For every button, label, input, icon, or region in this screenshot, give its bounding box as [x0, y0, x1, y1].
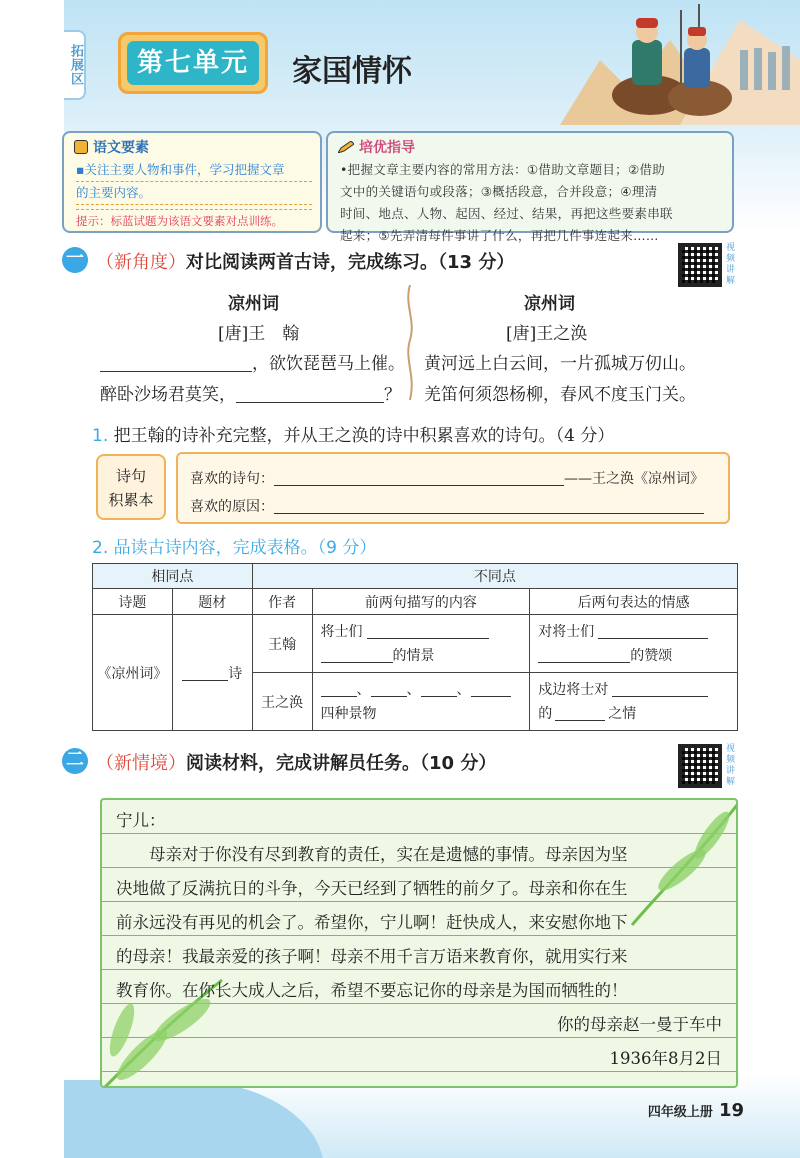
accumulation-box	[176, 452, 730, 524]
unit-badge-text: 第七单元	[127, 41, 259, 85]
grade-label: 四年级上册	[647, 1105, 713, 1120]
answer-blank[interactable]	[100, 371, 252, 372]
answer-blank[interactable]	[612, 696, 708, 697]
answer-blank[interactable]	[555, 720, 605, 721]
poem-left-line2	[100, 380, 401, 405]
emotion-wanghan-b: 的赞颂	[630, 647, 673, 664]
cell-author-wanghan: 王翰	[252, 615, 312, 673]
question-two-title	[96, 749, 496, 775]
letter-line: 的母亲！我最亲爱的孩子啊！母亲不用千言万语来教育你，就用实行来	[116, 947, 628, 966]
language-element-heading	[74, 137, 149, 157]
notebook-icon	[74, 140, 88, 154]
content-wanghan-a: 将士们	[320, 623, 363, 640]
language-element-text	[76, 159, 312, 232]
language-element-line2: 的主要内容。	[76, 182, 312, 205]
header-subject: 题材	[172, 589, 252, 615]
page-number: 19	[718, 1100, 744, 1121]
poem-right-title: 凉州词	[524, 294, 575, 314]
letter-line: 母亲对于你没有尽到教育的责任，实在是遗憾的事情。母亲因为坚	[116, 845, 628, 864]
favorite-line-source: ——王之涣《凉州词》	[564, 471, 704, 487]
poem-left-line1-text: ，欲饮琵琶马上催。	[252, 354, 405, 374]
poem-left-author: [唐]王 翰	[218, 324, 300, 344]
poem-right-author: [唐]王之涣	[506, 324, 588, 344]
poem-left-title: 凉州词	[228, 294, 279, 314]
cell-emotion-wanghan	[530, 615, 738, 673]
content-wangzhihuan-b: 四种景物	[320, 705, 377, 722]
emotion-wangzhihuan-c: 之情	[608, 705, 637, 722]
question-one-text: 对比阅读两首古诗，完成练习。（13 分）	[186, 252, 515, 273]
emotion-wanghan-a: 对将士们	[538, 623, 595, 640]
poem-left-line1	[100, 349, 405, 374]
answer-blank[interactable]	[471, 696, 511, 697]
question-two-icon: 二	[62, 748, 88, 774]
warrior-illustration	[560, 0, 800, 125]
qr-label: 视频讲解	[726, 744, 736, 787]
subject-suffix: 诗	[228, 665, 243, 682]
language-element-line1: ▪关注主要人物和事件，学习把握文章	[76, 159, 312, 182]
unit-badge	[118, 32, 268, 94]
cell-emotion-wangzhihuan	[530, 673, 738, 731]
emotion-wangzhihuan-b: 的	[538, 705, 553, 722]
header-different: 不同点	[252, 564, 737, 589]
guidance-line: 起来；⑤先弄清每件事讲了什么，再把几件事连起来……	[340, 228, 659, 243]
answer-blank[interactable]	[598, 638, 708, 639]
qr-label: 视频讲解	[726, 243, 736, 286]
answer-blank[interactable]	[421, 696, 457, 697]
letter-signature: 你的母亲赵一曼于车中	[557, 1015, 722, 1034]
poem-right-line2: 羌笛何须怨杨柳，春风不度玉门关。	[424, 385, 696, 405]
question-one-title	[96, 248, 514, 274]
letter-material	[100, 798, 738, 1088]
answer-blank[interactable]	[236, 402, 384, 403]
answer-blank[interactable]	[367, 638, 489, 639]
qr-code[interactable]	[678, 744, 722, 788]
favorite-reason-row	[190, 496, 704, 516]
question-one-tag: （新角度）	[96, 252, 186, 273]
language-element-box	[62, 131, 322, 233]
poem-left-line2-text: 醉卧沙场君莫笑，	[100, 385, 236, 405]
separator: 、	[406, 681, 421, 698]
sub-question-2: 2. 品读古诗内容，完成表格。（9 分）	[92, 538, 377, 558]
answer-blank[interactable]	[538, 662, 630, 663]
poem-left-line2-end: ？	[384, 385, 401, 405]
answer-blank[interactable]	[321, 662, 393, 663]
header-same: 相同点	[93, 564, 253, 589]
question-two-text: 阅读材料，完成讲解员任务。（10 分）	[186, 753, 497, 774]
favorite-line-label: 喜欢的诗句：	[190, 471, 274, 487]
guidance-text	[340, 159, 724, 247]
letter-date: 1936年8月2日	[609, 1049, 722, 1068]
letter-line: 前永远没有再见的机会了。希望你，宁儿啊！赶快成人，来安慰你地下	[116, 913, 628, 932]
header-emotion: 后两句表达的情感	[530, 589, 738, 615]
side-tab: 拓展区	[64, 30, 86, 100]
guidance-title: 培优指导	[359, 140, 415, 156]
poem-right-line1: 黄河远上白云间，一片孤城万仞山。	[424, 354, 696, 374]
page-footer	[648, 1100, 744, 1121]
cell-poem-title: 《凉州词》	[93, 615, 173, 731]
sub-question-1-text: 把王翰的诗补充完整，并从王之涣的诗中积累喜欢的诗句。（4 分）	[113, 426, 615, 446]
subject-blank[interactable]	[182, 680, 228, 681]
accumulation-label	[96, 454, 166, 520]
separator: 、	[456, 681, 471, 698]
letter-line: 教育你。在你长大成人之后，希望不要忘记你的母亲是为国而牺牲的！	[116, 981, 628, 1000]
favorite-line-blank[interactable]	[274, 485, 564, 486]
question-one-icon: 一	[62, 247, 88, 273]
favorite-reason-blank[interactable]	[274, 513, 704, 514]
sub-question-1	[92, 421, 614, 446]
question-two-tag: （新情境）	[96, 753, 186, 774]
pencil-icon	[338, 141, 354, 153]
guidance-box	[326, 131, 734, 243]
letter-salutation: 宁儿：	[116, 811, 166, 830]
comparison-table	[92, 563, 738, 731]
unit-title: 家国情怀	[292, 54, 412, 89]
answer-blank[interactable]	[321, 696, 357, 697]
sub-question-1-number: 1.	[92, 426, 109, 446]
cell-content-wanghan	[312, 615, 530, 673]
header-content: 前两句描写的内容	[312, 589, 530, 615]
separator: 、	[356, 681, 371, 698]
language-element-tip: 提示：标蓝试题为该语文要素对点训练。	[76, 209, 312, 232]
cell-author-wangzhihuan: 王之涣	[252, 673, 312, 731]
letter-line: 决地做了反满抗日的斗争，今天已经到了牺牲的前夕了。母亲和你在生	[116, 879, 628, 898]
guidance-line: •把握文章主要内容的常用方法：①借助文章题目；②借助	[340, 162, 666, 177]
accumulation-label-line1: 诗句	[115, 467, 146, 485]
favorite-line-row	[190, 468, 704, 488]
cell-content-wangzhihuan	[312, 673, 530, 731]
language-element-title: 语文要素	[93, 140, 149, 156]
favorite-reason-label: 喜欢的原因：	[190, 499, 274, 515]
guidance-line: 时间、地点、人物、起因、经过、结果，再把这些要素串联	[340, 206, 673, 221]
content-wanghan-b: 的情景	[392, 647, 435, 664]
guidance-heading	[338, 137, 415, 157]
emotion-wangzhihuan-a: 戍边将士对	[538, 681, 609, 698]
guidance-line: 文中的关键语句或段落；③概括段意，合并段意；④理清	[340, 184, 658, 199]
cell-subject	[172, 615, 252, 731]
accumulation-label-line2: 积累本	[108, 491, 154, 509]
answer-blank[interactable]	[371, 696, 407, 697]
header-author: 作者	[252, 589, 312, 615]
qr-code[interactable]	[678, 243, 722, 287]
vine-divider	[404, 285, 416, 400]
header-title: 诗题	[93, 589, 173, 615]
